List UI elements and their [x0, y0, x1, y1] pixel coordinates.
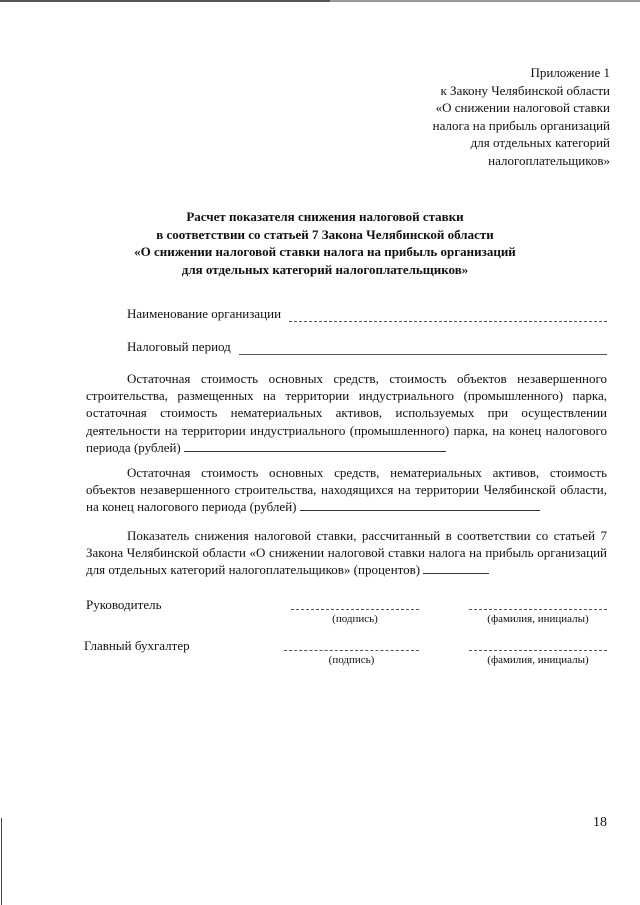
head-name-line[interactable] [469, 609, 607, 610]
page-number: 18 [593, 815, 607, 830]
region-value-blank[interactable] [300, 501, 540, 511]
document-title [60, 208, 590, 278]
period-label: Налоговый период [127, 339, 231, 354]
accountant-signature-line[interactable] [284, 650, 419, 651]
period-field[interactable] [127, 339, 607, 355]
title-line: Расчет показателя снижения налоговой ставки [186, 209, 464, 224]
appendix-line: Приложение 1 [530, 65, 610, 80]
accountant-label: Главный бухгалтер [84, 638, 190, 653]
head-signature-row [86, 597, 607, 637]
paragraph-region-assets [86, 464, 607, 516]
scan-edge-top [0, 0, 640, 2]
head-signature-line[interactable] [291, 609, 419, 610]
signature-caption: (подпись) [328, 654, 375, 666]
title-line: для отдельных категорий налогоплательщиков» [181, 261, 469, 277]
appendix-line: «О снижении налоговой ставки [435, 100, 610, 115]
paragraph-text: Остаточная стоимость основных средств, стоимость объектов незавершенного строительства, размещенных на территории индустриального (промышленного) парка, остаточная стоимость нематериальных активов, используемых при осуществлении деятельности на территории индустриального (промышленного) парка, на конец налогового периода (рублей) [86, 371, 607, 455]
appendix-block [350, 64, 610, 169]
organization-label: Наименование организации [127, 306, 282, 321]
appendix-line: налогоплательщиков» [488, 152, 610, 168]
appendix-line: к Закону Челябинской области [440, 82, 610, 98]
paragraph-rate-indicator [86, 527, 607, 579]
appendix-line: налога на прибыль организаций [432, 117, 610, 133]
accountant-name-line[interactable] [469, 650, 607, 651]
accountant-signature-row [86, 638, 607, 678]
title-line: в соответствии со статьей 7 Закона Челябинской области [156, 226, 494, 242]
name-caption: (фамилия, инициалы) [487, 613, 589, 625]
industrial-value-blank[interactable] [184, 442, 446, 452]
signature-caption: (подпись) [332, 613, 378, 625]
title-line: «О снижении налоговой ставки налога на прибыль организаций [134, 244, 516, 259]
scan-edge-left [1, 818, 2, 905]
head-label: Руководитель [86, 597, 162, 612]
name-caption: (фамилия, инициалы) [487, 654, 589, 666]
appendix-line: для отдельных категорий [470, 135, 610, 150]
organization-blank[interactable] [289, 310, 607, 322]
rate-value-blank[interactable] [423, 564, 489, 574]
paragraph-text: Показатель снижения налоговой ставки, рассчитанный в соответствии со статьей 7 Закона Челябинской области «О снижении налоговой ставки налога на прибыль организаций для отдельных категорий налогоплательщиков» (процентов) [86, 528, 607, 578]
paragraph-industrial-park [86, 370, 607, 456]
paragraph-text: Остаточная стоимость основных средств, нематериальных активов, стоимость объектов незавершенного строительства, находящихся на территории Челябинской области, на конец налогового периода (рублей) [86, 465, 607, 515]
period-blank[interactable] [239, 343, 607, 355]
organization-field[interactable] [127, 306, 607, 322]
